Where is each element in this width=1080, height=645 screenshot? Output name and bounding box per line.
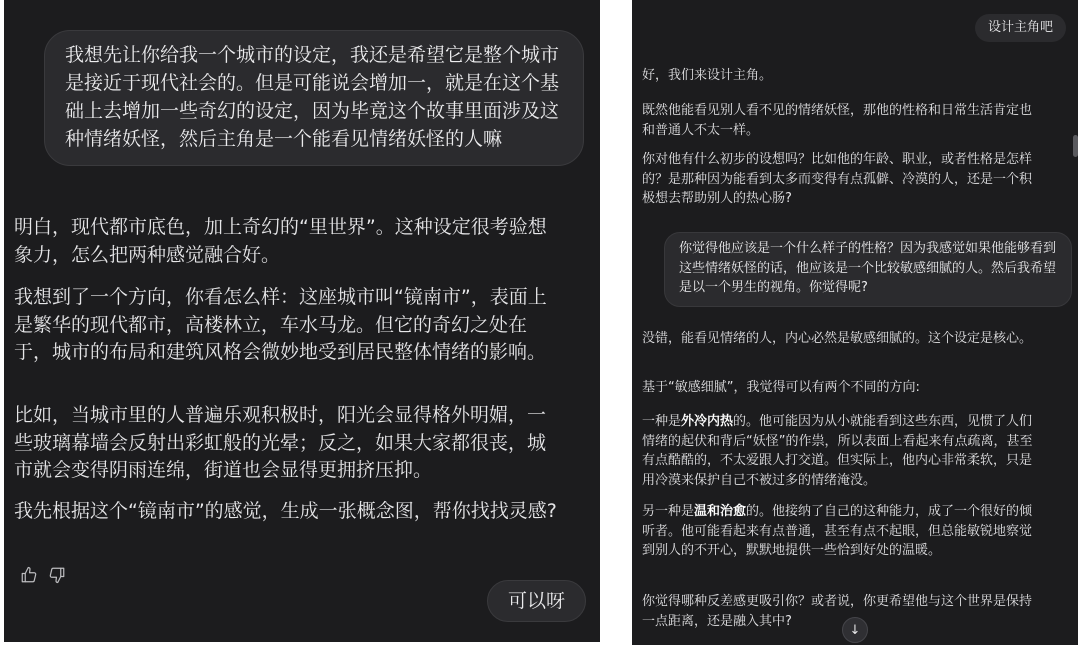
assistant-paragraph-7 [642, 502, 1038, 561]
assistant-paragraph-4: 没错，能看见情绪的人，内心必然是敏感细腻的。这个设定是核心。 [642, 331, 1033, 346]
paragraph-6-post: 的。他可能因为从小就能看到这些东西，见惯了人们情绪的起伏和背后“妖怪”的作祟，所以表面上看起来有点疏离，甚至有点酷酷的，不太爱跟人打交道。但实际上，他内心非常柔软，只是用冷漠来保护自己不被过多的情绪淹没。 [642, 414, 1033, 488]
right-chat-panel [632, 0, 1078, 645]
user-message-bubble: 你觉得他应该是一个什么样子的性格？因为我感觉如果他能够看到这些情绪妖怪的话，他应该是一个比较敏感细腻的人。然后我希望是以一个男生的视角。你觉得呢? [664, 232, 1072, 307]
paragraph-6-pre: 一种是 [642, 414, 682, 429]
assistant-paragraph-8: 你觉得哪种反差感更吸引你？或者说，你更希望他与这个世界是保持一点距离，还是融入其中? [642, 594, 1033, 629]
assistant-paragraph-3: 你对他有什么初步的设想吗？比如他的年龄、职业，或者性格是怎样的？是那种因为能看到太多而变得有点孤僻、冷漠的人，还是一个积极想去帮助别人的热心肠? [642, 152, 1033, 206]
assistant-paragraph-2: 我想到了一个方向，你看怎么样：这座城市叫“镜南市”，表面上是繁华的现代都市，高楼林立，车水马龙。但它的奇幻之处在于，城市的布局和建筑风格会微妙地受到居民整体情绪的影响。 [14, 286, 547, 363]
arrow-down-icon[interactable]: ↓ [842, 617, 868, 643]
user-message-bubble: 我想先让你给我一个城市的设定，我还是希望它是整个城市是接近于现代社会的。但是可能说会增加一，就是在这个基础上去增加一些奇幻的设定，因为毕竟这个故事里面涉及这种情绪妖怪，然后主角是一个能看见情绪妖怪的人嘛 [44, 30, 584, 166]
assistant-paragraph-1: 明白，现代都市底色，加上奇幻的“里世界”。这种设定很考验想象力，怎么把两种感觉融合好。 [14, 216, 547, 266]
paragraph-6-bold: 外冷内热 [681, 414, 734, 429]
assistant-paragraph-6 [642, 412, 1038, 490]
scrollbar-thumb[interactable] [1073, 135, 1078, 157]
assistant-paragraph-4: 我先根据这个“镜南市”的感觉，生成一张概念图，帮你找找灵感? [14, 500, 557, 522]
thumbs-down-icon[interactable] [48, 566, 66, 588]
assistant-paragraph-1: 好，我们来设计主角。 [642, 68, 773, 83]
paragraph-7-bold: 温和治愈 [694, 504, 747, 519]
assistant-paragraph-2: 既然他能看见别人看不见的情绪妖怪，那他的性格和日常生活肯定也和普通人不太一样。 [642, 103, 1033, 138]
assistant-paragraph-3: 比如，当城市里的人普遍乐观积极时，阳光会显得格外明媚，一些玻璃幕墙会反射出彩虹般的光晕；反之，如果大家都很丧，城市就会变得阴雨连绵，街道也会显得更拥挤压抑。 [14, 404, 547, 481]
feedback-bar [20, 566, 66, 588]
assistant-paragraph-5: 基于“敏感细腻”，我觉得可以有两个不同的方向: [642, 380, 920, 395]
paragraph-7-pre: 另一种是 [642, 504, 695, 519]
thumbs-up-icon[interactable] [20, 566, 38, 588]
paragraph-7-post: 的。他接纳了自己的这种能力，成了一个很好的倾听者。他可能看起来有点普通，甚至有点不起眼，但总能敏锐地察觉到别人的不开心，默默地提供一些恰到好处的温暖。 [642, 504, 1033, 558]
user-message-chip: 设计主角吧 [975, 14, 1066, 42]
suggested-reply-button[interactable]: 可以呀 [487, 580, 586, 622]
left-chat-panel [4, 0, 600, 642]
